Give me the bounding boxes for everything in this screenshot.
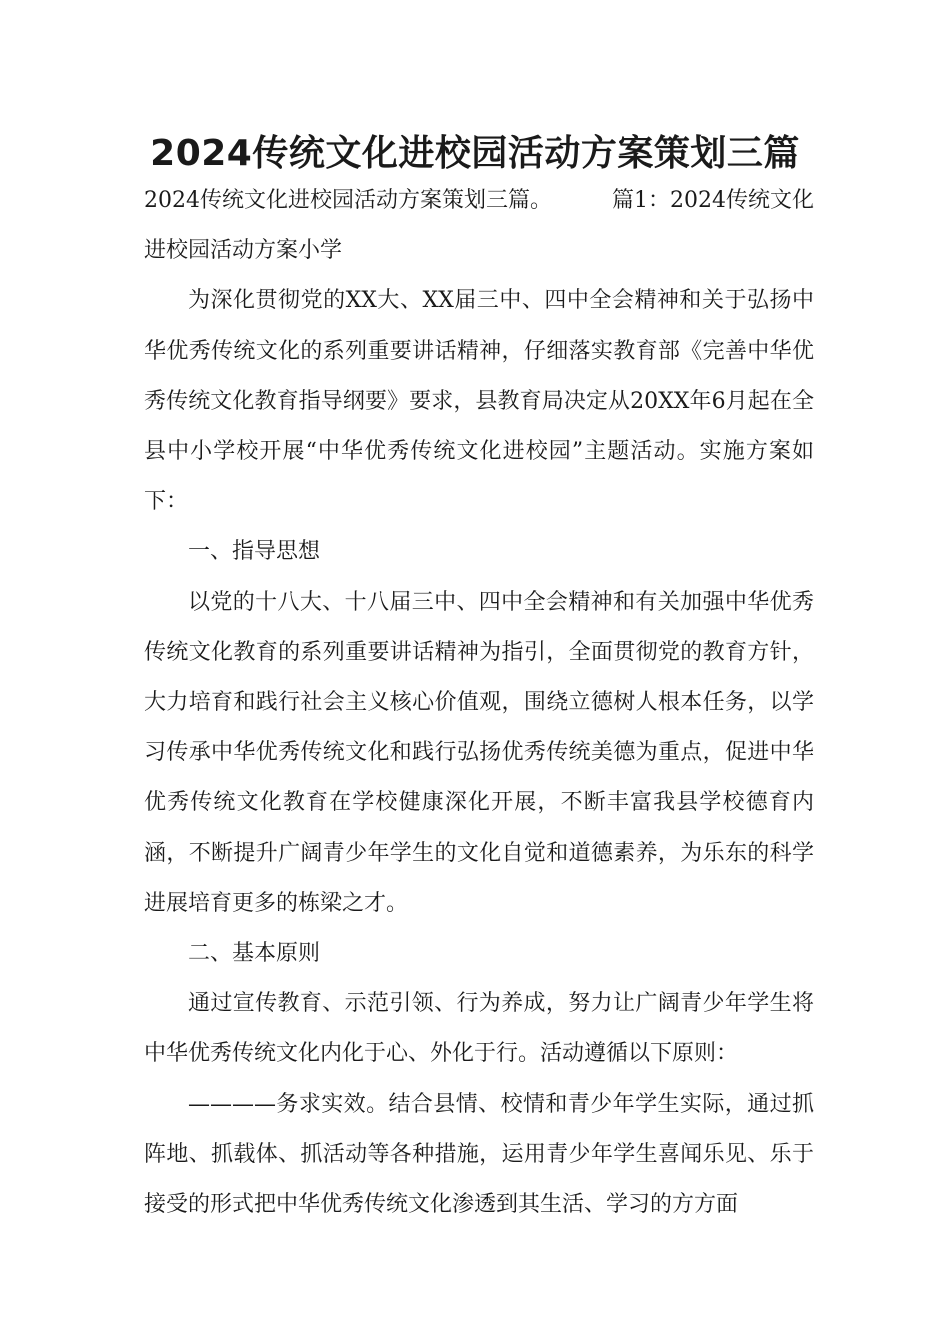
document-body: [144, 176, 814, 1230]
intro-part-1: 2024传统文化进校园活动方案策划三篇。: [144, 188, 552, 213]
document-title: 2024传统文化进校园活动方案策划三篇: [150, 133, 800, 174]
section-heading: 一、指导思想: [188, 539, 321, 565]
paragraph: ————务求实效。结合县情、校情和青少年学生实际，通过抓阵地、抓载体、抓活动等各种措施，运用青少年学生喜闻乐见、乐于接受的形式把中华优秀传统文化渗透到其生活、学习的方方面: [144, 1091, 814, 1218]
intro-paragraph: [144, 176, 814, 276]
section-heading: 二、基本原则: [188, 941, 321, 967]
paragraph: 通过宣传教育、示范引领、行为养成，努力让广阔青少年学生将中华优秀传统文化内化于心、外化于行。活动遵循以下原则：: [144, 991, 814, 1067]
intro-part-2: 篇1：2024传统文化进校园活动方案小学: [144, 188, 814, 264]
paragraph: 以党的十八大、十八届三中、四中全会精神和有关加强中华优秀传统文化教育的系列重要讲话精神为指引，全面贯彻党的教育方针，大力培育和践行社会主义核心价值观，围绕立德树人根本任务，以学习传承中华优秀传统文化和践行弘扬优秀传统美德为重点，促进中华优秀传统文化教育在学校健康深化开展，不断丰富我县学校德育内涵，不断提升广阔青少年学生的文化自觉和道德素养，为乐东的科学进展培育更多的栋梁之才。: [144, 589, 814, 916]
paragraph: 为深化贯彻党的XX大、XX届三中、四中全会精神和关于弘扬中华优秀传统文化的系列重要讲话精神，仔细落实教育部《完善中华优秀传统文化教育指导纲要》要求，县教育局决定从20XX年6月起在全县中小学校开展“中华优秀传统文化进校园”主题活动。实施方案如下：: [144, 288, 814, 515]
